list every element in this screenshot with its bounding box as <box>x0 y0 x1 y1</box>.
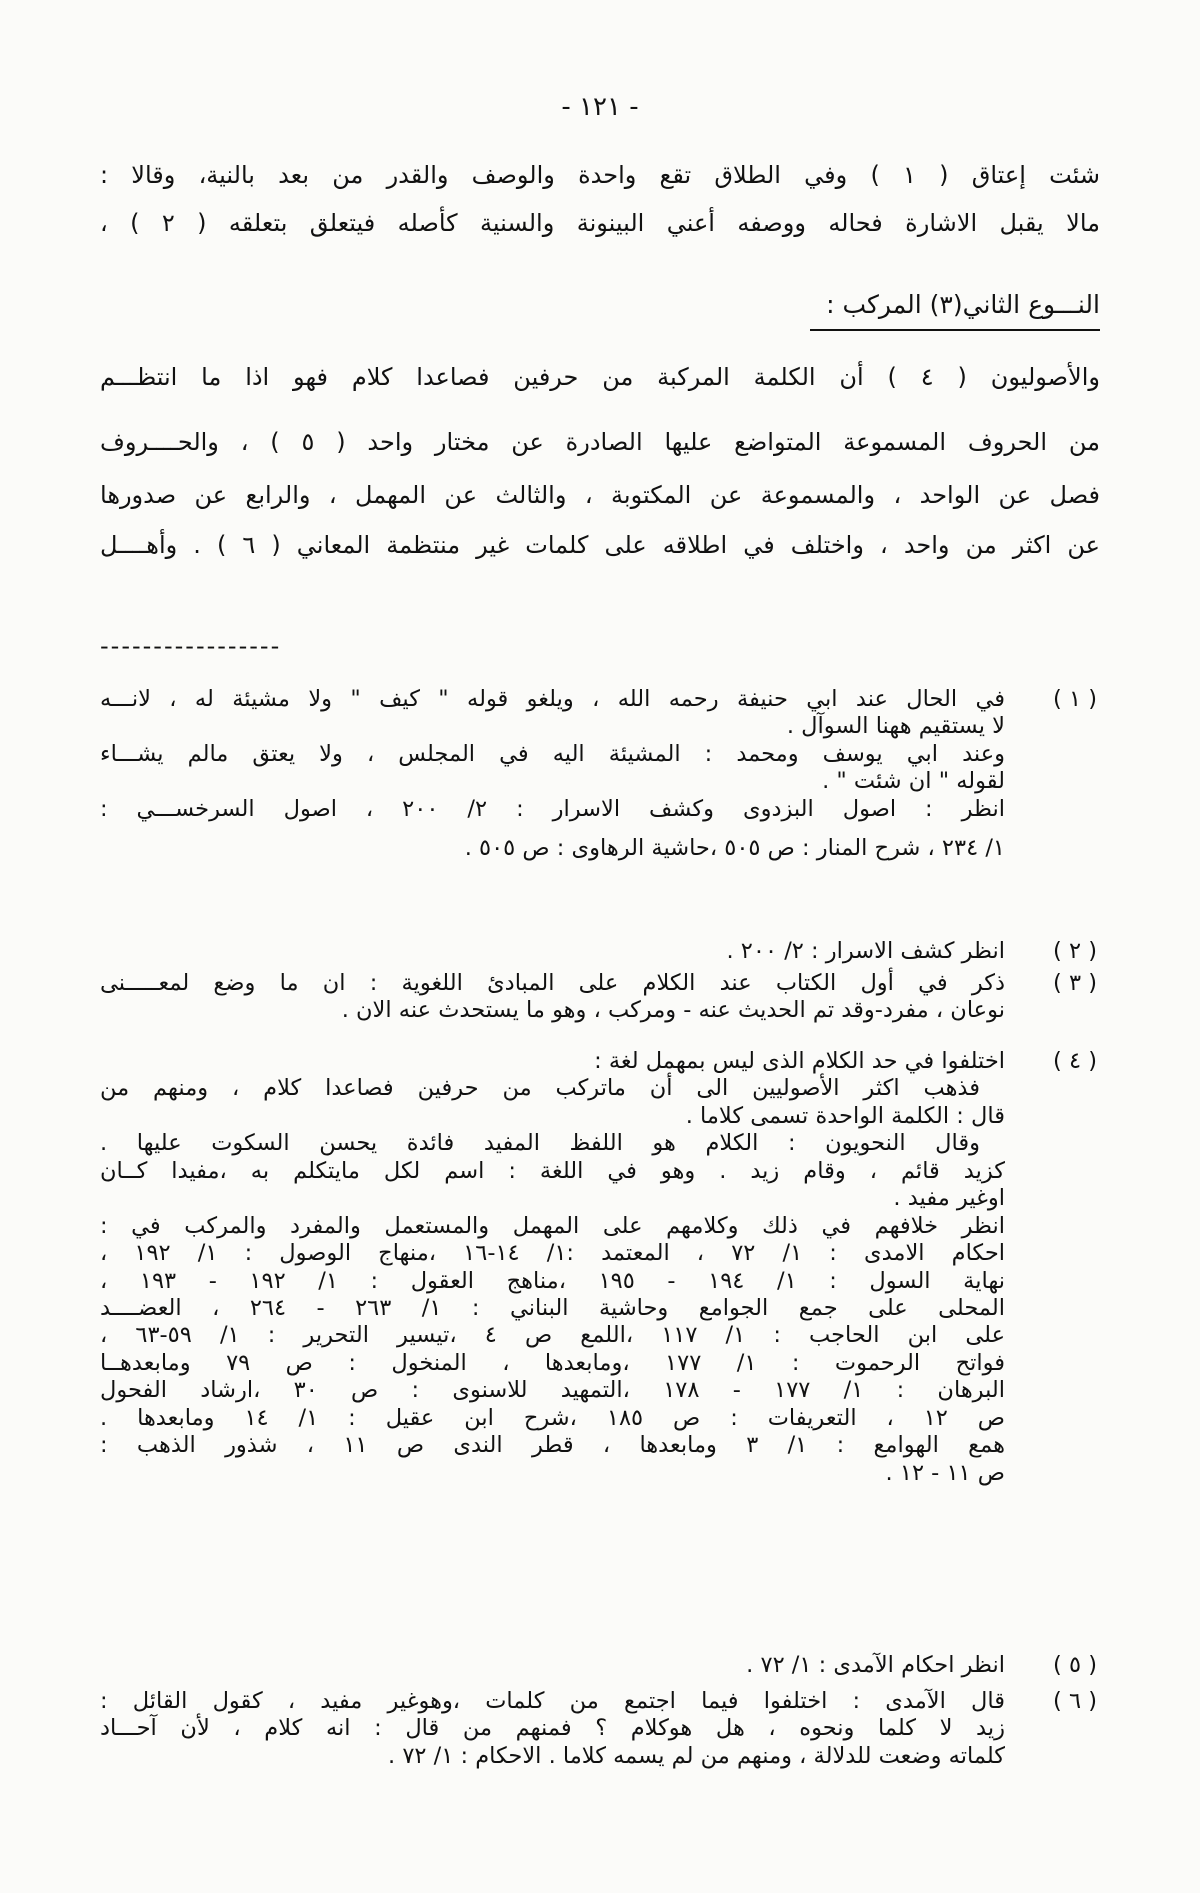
footnote-line: فواتح الرحموت : ١/ ١٧٧ ،ومابعدها ، المنخول : ص ٧٩ ومابعدهــا <box>100 1349 1005 1376</box>
footnote-line: كزيد قائم ، وقام زيد . وهو في اللغة : اسم لكل مايتكلم به ،مفيدا كــان <box>100 1157 1005 1184</box>
footnote-line: المحلى على جمع الجوامع وحاشية البناني : ١/ ٢٦٣ - ٢٦٤ ، العضــــد <box>100 1294 1005 1321</box>
footnote-line: زيد لا كلما ونحوه ، هل هوكلام ؟ فمنهم من قال : انه كلام ، لأن آحـــاد <box>100 1715 1005 1742</box>
footnote-line: البرهان : ١/ ١٧٧ - ١٧٨ ،التمهيد للاسنوى : ص ٣٠ ،ارشاد الفحول <box>100 1377 1005 1404</box>
footnote-line: قال : الكلمة الواحدة تسمى كلاما . <box>685 1102 1005 1129</box>
footnote-2 <box>100 938 1105 965</box>
footnote-line: اوغير مفيد . <box>893 1185 1005 1212</box>
footnote-line: ذكر في أول الكتاب عند الكلام على المبادئ اللغوية : ان ما وضع لمعـــــنى <box>100 970 1005 996</box>
footnote-line: لقوله " ان شئت " . <box>822 768 1005 795</box>
intro-line-2: مالا يقبل الاشارة فحاله ووصفه أعني البينونة والسنية كأصله فيتعلق بتعلقه ( ٢ ) ، <box>100 209 1100 237</box>
section-heading <box>180 290 1100 331</box>
footnote-text <box>100 686 1005 863</box>
footnote-line: قال الآمدى : اختلفوا فيما اجتمع من كلمات ،وهوغير مفيد ، كقول القائل : <box>100 1688 1005 1714</box>
section-heading-text: النـــوع الثاني(٣) المركب : <box>810 290 1100 331</box>
footnote-line: همع الهوامع : ١/ ٣ ومابعدها ، قطر الندى ص ١١ ، شذور الذهب : <box>100 1432 1005 1459</box>
footnote-line: نوعان ، مفرد-وقد تم الحديث عنه - ومركب ، وهو ما يستحدث عنه الان . <box>341 997 1005 1024</box>
footnote-line: انظر : اصول البزدوى وكشف الاسرار : ٢/ ٢٠٠ ، اصول السرخســـي : <box>100 795 1005 822</box>
footnote-number: ( ٤ ) <box>1053 1048 1097 1074</box>
footnote-4 <box>100 1048 1105 1487</box>
footnote-line: نهاية السول : ١/ ١٩٤ - ١٩٥ ،مناهج العقول : ١/ ١٩٢ - ١٩٣ ، <box>100 1267 1005 1294</box>
section-line-4: عن اكثر من واحد ، واختلف في اطلاقه على كلمات غير منتظمة المعاني ( ٦ ) . وأهــــل <box>100 531 1100 559</box>
footnote-text <box>100 938 1005 965</box>
footnote-line: احكام الامدى : ١/ ٧٢ ، المعتمد :١/ ١٤-١٦ ،منهاج الوصول : ١/ ١٩٢ ، <box>100 1240 1006 1267</box>
footnote-line: ص ١١ - ١٢ . <box>885 1459 1005 1486</box>
section-line-1: والأصوليون ( ٤ ) أن الكلمة المركبة من حرفين فصاعدا كلام فهو اذا ما انتظـــم <box>100 363 1101 391</box>
footnote-line: انظر خلافهم في ذلك وكلامهم على المهمل والمستعمل والمفرد والمركب في : <box>100 1212 1005 1239</box>
footnote-text <box>100 1048 1005 1487</box>
footnote-text <box>100 1688 1005 1770</box>
footnote-text <box>100 970 1005 1025</box>
footnote-line: اختلفوا في حد الكلام الذى ليس بمهمل لغة : <box>594 1048 1005 1074</box>
footnote-line: كلماته وضعت للدلالة ، ومنهم من لم يسمه كلاما . الاحكام : ١/ ٧٢ . <box>388 1742 1005 1769</box>
footnote-line: لا يستقيم ههنا السوآل . <box>786 713 1005 740</box>
footnote-3 <box>100 970 1105 1025</box>
footnote-line: فذهب اكثر الأصوليين الى أن ماتركب من حرفين فصاعدا كلام ، ومنهم من <box>100 1075 980 1102</box>
footnote-number: ( ٦ ) <box>1053 1688 1097 1714</box>
footnote-number: ( ٥ ) <box>1053 1652 1097 1678</box>
footnote-line: وقال النحويون : الكلام هو اللفظ المفيد فائدة يحسن السكوت عليها . <box>100 1130 980 1157</box>
footnote-6 <box>100 1688 1105 1770</box>
page-number: - ١٢١ - <box>561 92 639 122</box>
intro-line-1: شئت إعتاق ( ١ ) وفي الطلاق تقع واحدة والوصف والقدر من بعد بالنية، وقالا : <box>100 161 1100 189</box>
footnote-text <box>100 1652 1005 1679</box>
footnote-number: ( ٢ ) <box>1053 938 1097 964</box>
footnote-line: ص ١٢ ، التعريفات : ص ١٨٥ ،شرح ابن عقيل : ١/ ١٤ ومابعدها . <box>100 1404 1006 1431</box>
footnote-line: ١/ ٢٣٤ ، شرح المنار : ص ٥٠٥ ،حاشية الرهاوى : ص ٥٠٥ . <box>464 835 1005 862</box>
footnote-number: ( ٣ ) <box>1053 970 1097 996</box>
footnote-line: في الحال عند ابي حنيفة رحمه الله ، ويلغو قوله " كيف " ولا مشيئة له ، لانـــه <box>100 686 1005 712</box>
footnote-1 <box>100 686 1105 863</box>
footnote-line: انظر احكام الآمدى : ١/ ٧٢ . <box>746 1652 1005 1678</box>
footnote-line: انظر كشف الاسرار : ٢/ ٢٠٠ . <box>726 938 1005 964</box>
footnote-line: على ابن الحاجب : ١/ ١١٧ ،اللمع ص ٤ ،تيسير التحرير : ١/ ٥٩-٦٣ ، <box>100 1322 1006 1349</box>
footnote-line: وعند ابي يوسف ومحمد : المشيئة اليه في المجلس ، ولا يعتق مالم يشـــاء <box>100 740 1005 767</box>
footnote-separator: ----------------- <box>100 632 282 660</box>
footnote-5 <box>100 1652 1105 1679</box>
footnote-number: ( ١ ) <box>1053 686 1097 712</box>
section-line-3: فصل عن الواحد ، والمسموعة عن المكتوبة ، والثالث عن المهمل ، والرابع عن صدورها <box>100 481 1100 509</box>
section-line-2: من الحروف المسموعة المتواضع عليها الصادرة عن مختار واحد ( ٥ ) ، والحــــروف <box>100 428 1100 456</box>
